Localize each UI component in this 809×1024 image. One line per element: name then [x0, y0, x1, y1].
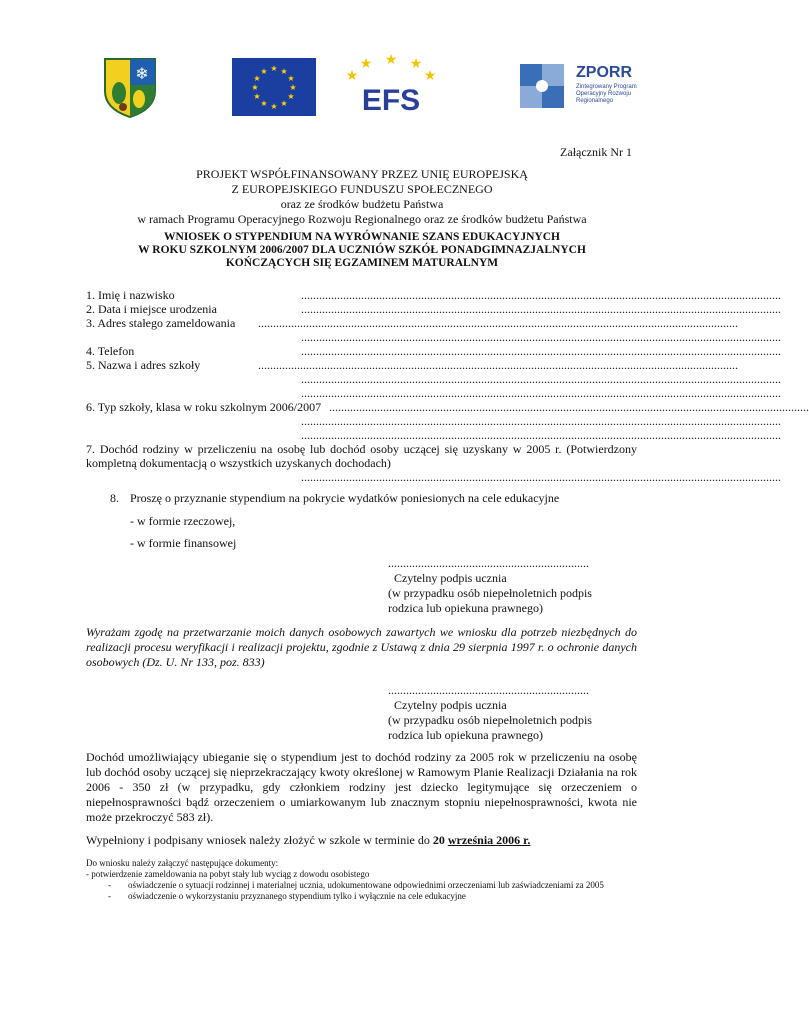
zporr-subtitle: Zintegrowany Program Operacyjny Rozwoju Regionalnego [576, 84, 637, 104]
signature-line[interactable]: ................................................................... [388, 556, 589, 570]
eu-flag-logo [232, 58, 316, 116]
svg-text:★: ★ [251, 83, 259, 92]
field-input-school-type-1[interactable]: ................................................................................................................................................................ [329, 400, 809, 414]
field-input-school-1[interactable]: ................................................................................................................................................................ [258, 358, 738, 372]
svg-text:★: ★ [345, 69, 359, 84]
field-label-address: 3. Adres stałego zameldowania [86, 316, 236, 330]
coat-of-arms-logo [103, 57, 157, 119]
field-input-phone[interactable]: ................................................................................................................................................................ [301, 344, 781, 358]
svg-text:★: ★ [384, 53, 398, 68]
attachments-item-3: oświadczenie o wykorzystaniu przyznanego stypendium tylko i wyłącznie na cele edukacyjne [128, 891, 466, 901]
deadline-date: września 2006 r. [447, 833, 531, 847]
title-line-1: WNIOSEK O STYPENDIUM NA WYRÓWNANIE SZANS EDUKACYJNYCH [164, 231, 560, 243]
field-input-address-2[interactable]: ................................................................................................................................................................ [301, 330, 781, 344]
svg-text:★: ★ [280, 67, 288, 76]
svg-text:★: ★ [289, 83, 297, 92]
request-number: 8. [110, 491, 119, 505]
svg-text:★: ★ [260, 99, 268, 108]
field-label-school: 5. Nazwa i adres szkoły [86, 358, 201, 372]
svg-text:★: ★ [280, 99, 288, 108]
field-input-income[interactable]: ................................................................................................................................................................ [301, 470, 781, 484]
efs-logo-text: EFS [361, 84, 421, 117]
zporr-logo [518, 58, 648, 116]
deadline-day: 20 [432, 833, 445, 847]
title-line-3: KOŃCZĄCYCH SIĘ EGZAMINEM MATURALNYM [225, 257, 499, 269]
attachments-item-2-row [86, 880, 637, 891]
project-header [0, 167, 724, 227]
request-text: Proszę o przyznanie stypendium na pokrycie wydatków poniesionych na cele edukacyjne [130, 491, 560, 505]
signature-caption-3: rodzica lub opiekuna prawnego) [388, 601, 543, 615]
signature-caption-2: (w przypadku osób niepełnoletnich podpis [388, 713, 592, 727]
deadline [86, 833, 637, 848]
field-input-school-type-2[interactable]: ................................................................................................................................................................ [301, 414, 781, 428]
project-line-4: w ramach Programu Operacyjnego Rozwoju Regionalnego oraz ze środków budżetu Państwa [137, 212, 587, 226]
attachments-list [86, 858, 637, 902]
svg-text:★: ★ [270, 102, 278, 111]
field-input-school-2[interactable]: ................................................................................................................................................................ [301, 372, 781, 386]
attachments-intro: Do wniosku należy załączyć następujące dokumenty: [86, 858, 279, 868]
field-input-school-type-3[interactable]: ................................................................................................................................................................ [301, 428, 781, 442]
signature-line[interactable]: ................................................................... [388, 683, 589, 697]
efs-logo [336, 52, 446, 118]
attachments-item-2: oświadczenie o sytuacji rodzinnej i materialnej ucznia, udokumentowane odpowiednimi orzeczeniami lub zaświadczeniami za 2005 [128, 880, 604, 890]
svg-text:★: ★ [287, 92, 295, 101]
field-input-address-1[interactable]: ................................................................................................................................................................ [258, 316, 738, 330]
field-input-birth[interactable]: ................................................................................................................................................................ [301, 302, 781, 316]
signature-caption-1: Czytelny podpis ucznia [394, 571, 507, 585]
request-option-financial[interactable]: - w formie finansowej [130, 536, 237, 550]
income-note: Dochód umożliwiający ubieganie się o stypendium jest to dochód rodziny za 2005 rok w przeliczeniu na osobę lub dochód osoby uczącej się nieprzekraczający kwoty określonej w Ramowym Planie Realizacji Działania na rok 2006 - 350 zł (w przypadku, gdy członkiem rodziny jest dziecko legitymujące się orzeczeniem o niepełnosprawności bądź orzeczeniem o umiarkowanym lub znacznym stopniu niepełnosprawności, kwota nie może przekroczyć 583 zł). [86, 750, 637, 824]
svg-text:★: ★ [253, 92, 261, 101]
project-line-3: oraz ze środków budżetu Państwa [280, 197, 444, 211]
svg-text:★: ★ [270, 64, 278, 73]
field-input-name[interactable]: ................................................................................................................................................................ [301, 288, 781, 302]
deadline-text: Wypełniony i podpisany wniosek należy złożyć w szkole w terminie do [86, 833, 433, 847]
signature-block-2 [388, 683, 598, 743]
bullet-dash: - [108, 880, 111, 890]
field-label-school-type: 6. Typ szkoły, klasa w roku szkolnym 2006/2007 [86, 400, 322, 414]
field-label-birth: 2. Data i miejsce urodzenia [86, 302, 217, 316]
field-input-school-3[interactable]: ................................................................................................................................................................ [301, 386, 781, 400]
project-line-2: Z EUROPEJSKIEGO FUNDUSZU SPOŁECZNEGO [231, 182, 493, 196]
svg-text:★: ★ [409, 57, 423, 72]
title-line-2: W ROKU SZKOLNYM 2006/2007 DLA UCZNIÓW SZKÓŁ PONADGIMNAZJALNYCH [138, 244, 586, 256]
attachments-item-1: - potwierdzenie zameldowania na pobyt stały lub wyciąg z dowodu osobistego [86, 869, 370, 879]
signature-block-1 [388, 556, 598, 616]
signature-caption-1: Czytelny podpis ucznia [394, 698, 507, 712]
field-label-name: 1. Imię i nazwisko [86, 288, 175, 302]
svg-text:★: ★ [253, 74, 261, 83]
svg-text:★: ★ [287, 74, 295, 83]
field-label-phone: 4. Telefon [86, 344, 135, 358]
field-label-income: 7. Dochód rodziny w przeliczeniu na osobę lub dochód osoby uczącej się uzyskany w 2005 r. (Potwierdzony kompletną dokumentacją o wszystkich uzyskanych dochodach) [86, 442, 637, 470]
signature-caption-2: (w przypadku osób niepełnoletnich podpis [388, 586, 592, 600]
signature-caption-3: rodzica lub opiekuna prawnego) [388, 728, 543, 742]
zporr-title: ZPORR [576, 64, 632, 81]
form-title [0, 231, 724, 270]
attachment-number: Załącznik Nr 1 [560, 145, 632, 159]
svg-text:❄: ❄ [135, 66, 149, 83]
svg-text:★: ★ [423, 69, 437, 84]
attachments-item-3-row [86, 891, 637, 902]
bullet-dash: - [108, 891, 111, 901]
request-option-material[interactable]: - w formie rzeczowej, [130, 514, 236, 528]
svg-text:★: ★ [359, 57, 373, 72]
project-line-1: PROJEKT WSPÓŁFINANSOWANY PRZEZ UNIĘ EUROPEJSKĄ [196, 167, 528, 181]
svg-text:★: ★ [260, 67, 268, 76]
consent-text: Wyrażam zgodę na przetwarzanie moich danych osobowych zawartych we wniosku dla potrzeb niezbędnych do realizacji procesu weryfikacji i realizacji projektu, zgodnie z Ustawą z dnia 29 sierpnia 1997 r. o ochronie danych osobowych (Dz. U. Nr 133, poz. 833) [86, 625, 637, 669]
